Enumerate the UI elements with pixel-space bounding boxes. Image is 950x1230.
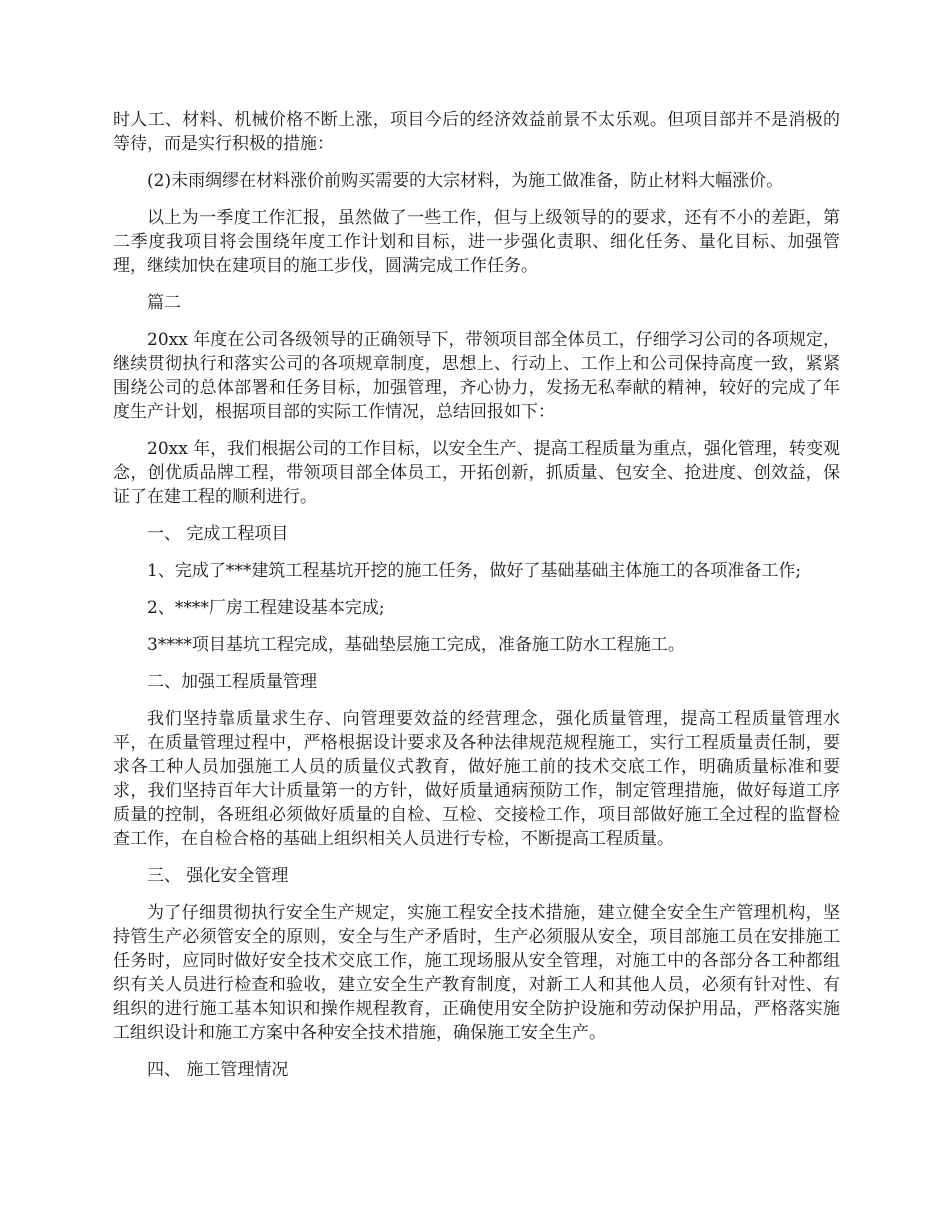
heading-construction-management: 四、 施工管理情况 xyxy=(147,1060,289,1080)
list-item-project-3: 3****项目基坑工程完成，基础垫层施工完成，准备施工防水工程施工。 xyxy=(147,635,685,655)
section-title-part-two: 篇二 xyxy=(147,293,181,313)
paragraph-safety-management: 为了仔细贯彻执行安全生产规定，实施工程安全技术措施，建立健全安全生产管理机构，坚持管生产必须管安全的原则，安全与生产矛盾时，生产必须服从安全，项目部施工员在安排施工任务时，应同时做好安全技术交底工作，施工现场服从安全管理，对施工中的各部分各工种都组织有关人员进行检查和验收，建立安全生产教育制度，对新工人和其他人员，必须有针对性、有组织的进行施工基本知识和操作规程教育，正确使用安全防护设施和劳动保护用品，严格落实施工组织设计和施工方案中各种安全技术措施，确保施工安全生产。 xyxy=(113,903,840,1043)
list-item-project-1: 1、完成了***建筑工程基坑开挖的施工任务，做好了基础基础主体施工的各项准备工作; xyxy=(147,561,802,581)
paragraph-q1-summary: 以上为一季度工作汇报，虽然做了一些工作，但与上级领导的的要求，还有不小的差距，第二季度我项目将会围绕年度工作计划和目标，进一步强化责职、细化任务、量化目标、加强管理，继续加快在建项目的施工步伐，圆满完成工作任务。 xyxy=(113,208,840,276)
paragraph-annual-intro: 20xx 年度在公司各级领导的正确领导下，带领项目部全体员工，仔细学习公司的各项规定，继续贯彻执行和落实公司的各项规章制度，思想上、行动上、工作上和公司保持高度一致，紧紧围绕公司的总体部署和任务目标，加强管理，齐心协力，发扬无私奉献的精神，较好的完成了年度生产计划，根据项目部的实际工作情况，总结回报如下： xyxy=(113,330,840,422)
document-body xyxy=(113,108,840,1095)
paragraph-annual-goals: 20xx 年，我们根据公司的工作目标，以安全生产、提高工程质量为重点，强化管理，转变观念，创优质品牌工程，带领项目部全体员工，开拓创新，抓质量、包安全、抢进度、创效益，保证了在建工程的顺利进行。 xyxy=(113,439,840,507)
heading-safety-management: 三、 强化安全管理 xyxy=(147,866,289,886)
list-item-project-2: 2、****厂房工程建设基本完成; xyxy=(147,598,385,618)
heading-completed-projects: 一、 完成工程项目 xyxy=(147,524,289,544)
heading-quality-management: 二、加强工程质量管理 xyxy=(147,672,317,692)
paragraph-quality-management: 我们坚持靠质量求生存、向管理要效益的经营理念，强化质量管理，提高工程质量管理水平，在质量管理过程中，严格根据设计要求及各种法律规范规程施工，实行工程质量责任制，要求各工种人员加强施工人员的质量仪式教育，做好施工前的技术交底工作，明确质量标准和要求，我们坚持百年大计质量第一的方针，做好质量通病预防工作，制定管理措施，做好每道工序质量的控制，各班组必须做好质量的自检、互检、交接检工作，项目部做好施工全过程的监督检查工作，在自检合格的基础上组织相关人员进行专检，不断提高工程质量。 xyxy=(113,709,840,849)
paragraph-measure-2: (2)未雨绸缪在材料涨价前购买需要的大宗材料，为施工做准备，防止材料大幅涨价。 xyxy=(147,171,784,191)
paragraph-continuation: 时人工、材料、机械价格不断上涨，项目今后的经济效益前景不太乐观。但项目部并不是消极的等待，而是实行积极的措施： xyxy=(113,110,840,154)
